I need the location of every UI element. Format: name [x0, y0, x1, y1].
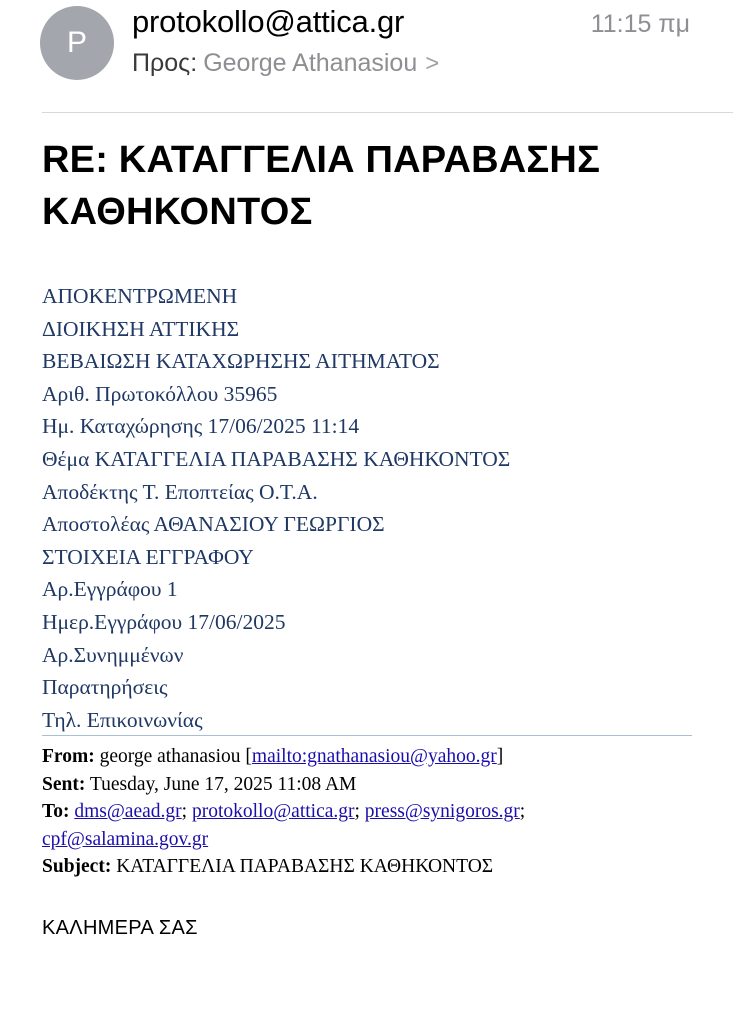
receipt-line: Αποστολέας ΑΘΑΝΑΣΙΟΥ ΓΕΩΡΓΙΟΣ: [42, 512, 385, 537]
message-time: 11:15 πμ: [590, 10, 690, 38]
body-greeting: ΚΑΛΗΜΕΡΑ ΣΑΣ: [42, 917, 198, 939]
receipt-line: Αποδέκτης Τ. Εποπτείας Ο.Τ.Α.: [42, 479, 318, 504]
bracket-open: [: [245, 746, 252, 767]
separator: ;: [519, 801, 526, 822]
recipient-link[interactable]: dms@aead.gr: [74, 801, 182, 822]
message-header: [0, 0, 733, 112]
to-label: To:: [42, 801, 70, 822]
from-mailto-link[interactable]: mailto:gnathanasiou@yahoo.gr: [251, 746, 497, 767]
receipt-line: Ημ. Καταχώρησης 17/06/2025 11:14: [42, 414, 360, 439]
receipt-line: Αρ.Συνημμένων: [42, 642, 184, 667]
header-divider: [42, 112, 733, 113]
recipient-link[interactable]: protokollo@attica.gr: [191, 801, 355, 822]
recipient-link[interactable]: press@synigoros.gr: [364, 801, 520, 822]
quote-divider: [42, 735, 692, 736]
subject-value: ΚΑΤΑΓΓΕΛΙΑ ΠΑΡΑΒΑΣΗΣ ΚΑΘΗΚΟΝΤΟΣ: [116, 856, 494, 877]
sender-address[interactable]: protokollo@attica.gr: [132, 4, 405, 39]
from-name: george athanasiou: [99, 746, 241, 767]
separator: ;: [354, 801, 360, 822]
recipient-link[interactable]: cpf@salamina.gov.gr: [42, 828, 209, 850]
receipt-line: Ημερ.Εγγράφου 17/06/2025: [42, 609, 286, 634]
sent-label: Sent:: [42, 773, 86, 795]
receipt-line: Παρατηρήσεις: [42, 675, 168, 700]
quoted-message-header: [42, 743, 692, 881]
registration-receipt: [42, 280, 510, 736]
receipt-line: Τηλ. Επικοινωνίας: [42, 707, 203, 732]
sent-value: Tuesday, June 17, 2025 11:08 AM: [89, 773, 357, 795]
recipient-row[interactable]: [132, 49, 439, 78]
receipt-line: Αρ.Εγγράφου 1: [42, 577, 178, 602]
bracket-close: ]: [496, 746, 504, 767]
from-label: From:: [42, 746, 95, 767]
receipt-line: ΑΠΟΚΕΝΤΡΩΜΕΝΗ: [42, 284, 238, 308]
separator: ;: [181, 801, 188, 822]
receipt-line: ΒΕΒΑΙΩΣΗ ΚΑΤΑΧΩΡΗΣΗΣ ΑΙΤΗΜΑΤΟΣ: [42, 349, 440, 374]
recipient-name[interactable]: George Athanasiou: [203, 49, 418, 77]
chevron-right-icon[interactable]: >: [425, 50, 440, 77]
subject-label: Subject:: [42, 856, 112, 877]
receipt-line: Αριθ. Πρωτοκόλλου 35965: [42, 381, 278, 406]
quoted-sent-row: [42, 771, 692, 799]
receipt-line: ΔΙΟΙΚΗΣΗ ΑΤΤΙΚΗΣ: [42, 316, 240, 341]
quoted-subject-row: [42, 853, 692, 881]
quoted-from-row: [42, 743, 692, 771]
receipt-line: Θέμα ΚΑΤΑΓΓΕΛΙΑ ΠΑΡΑΒΑΣΗΣ ΚΑΘΗΚΟΝΤΟΣ: [42, 446, 511, 471]
receipt-line: ΣΤΟΙΧΕΙΑ ΕΓΓΡΑΦΟΥ: [42, 544, 254, 569]
to-label: Προς:: [132, 49, 198, 77]
quoted-to-row: [42, 798, 692, 853]
avatar-initial: P: [66, 26, 87, 59]
message-subject: RE: ΚΑΤΑΓΓΕΛΙΑ ΠΑΡΑΒΑΣΗΣ ΚΑΘΗΚΟΝΤΟΣ: [42, 139, 601, 233]
sender-avatar[interactable]: [40, 6, 114, 80]
